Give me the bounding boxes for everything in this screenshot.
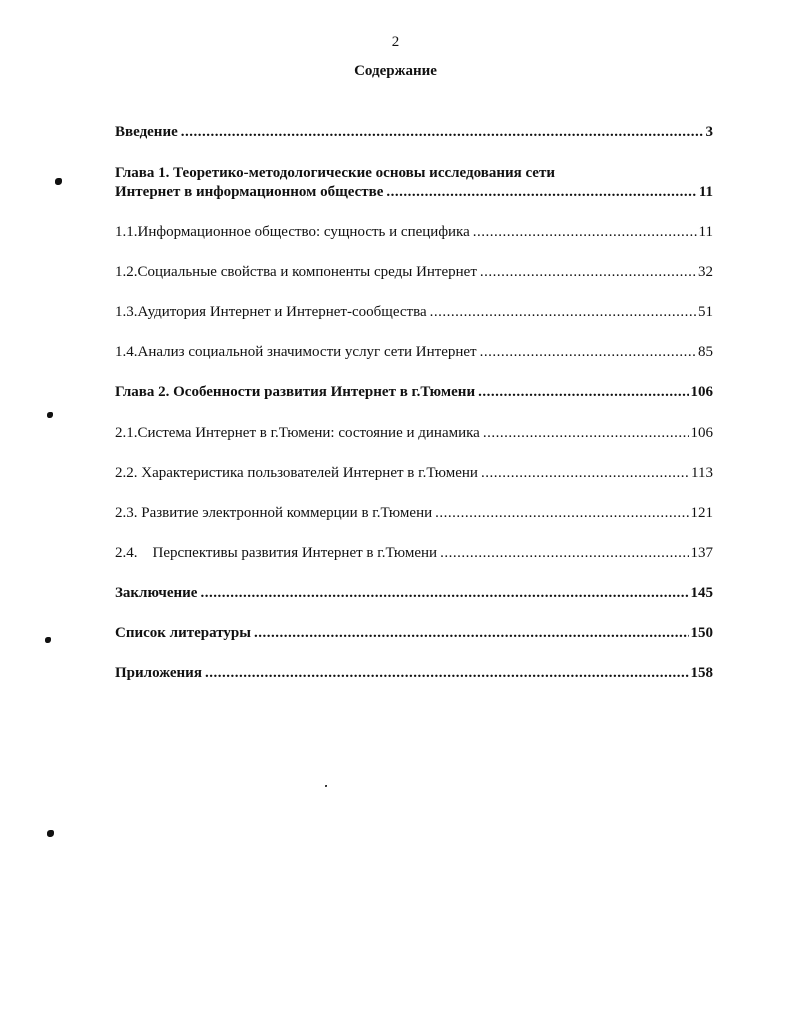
- toc-label: Глава 2. Особенности развития Интернет в г.Тюмени: [115, 384, 476, 400]
- toc-entry-appendices: [115, 663, 713, 683]
- scan-speck: [45, 637, 51, 643]
- toc-entry-conclusion: [115, 583, 713, 603]
- toc-page: 106: [690, 425, 713, 441]
- toc-entry-1-2: [115, 262, 713, 282]
- toc-entry-intro: [115, 122, 713, 142]
- toc-page: 158: [690, 665, 713, 681]
- toc-label: 1.1.Информационное общество: сущность и специфика: [115, 224, 470, 240]
- toc-leader-dots: [483, 423, 689, 443]
- toc-entry-chapter1-line1: Глава 1. Теоретико-методологические основы исследования сети: [115, 165, 555, 181]
- toc-page: 11: [698, 184, 713, 200]
- toc-label: 2.4. Перспективы развития Интернет в г.Тюмени: [115, 545, 438, 561]
- toc-label: 2.2. Характеристика пользователей Интернет в г.Тюмени: [115, 465, 478, 481]
- toc-label: Список литературы: [115, 625, 251, 641]
- toc-leader-dots: [181, 122, 704, 142]
- toc-label: 2.1.Система Интернет в г.Тюмени: состояние и динамика: [115, 425, 480, 441]
- toc-leader-dots: [481, 463, 689, 483]
- toc-entry-2-2: [115, 463, 713, 483]
- toc-leader-dots: [473, 222, 697, 242]
- toc-leader-dots: [480, 342, 696, 362]
- toc-page: 3: [705, 124, 713, 140]
- toc-entry-2-1: [115, 423, 713, 443]
- toc-leader-dots: [200, 583, 688, 603]
- toc-page: 32: [698, 264, 713, 280]
- toc-page: 106: [690, 384, 713, 400]
- toc-entry-2-3: [115, 503, 713, 523]
- toc-entry-1-4: [115, 342, 713, 362]
- toc-page: 51: [698, 304, 713, 320]
- toc-leader-dots: [430, 302, 696, 322]
- toc-leader-dots: [480, 262, 696, 282]
- toc-label: 1.4.Анализ социальной значимости услуг сети Интернет: [115, 344, 477, 360]
- scan-speck: [55, 178, 62, 185]
- toc-label: Приложения: [115, 665, 202, 681]
- scan-speck: [47, 412, 53, 418]
- toc-entry-chapter1: [115, 182, 713, 202]
- scan-speck: [47, 830, 54, 837]
- toc-leader-dots: [386, 182, 696, 202]
- toc-label: 1.3.Аудитория Интернет и Интернет-сообщества: [115, 304, 427, 320]
- toc-entry-references: [115, 623, 713, 643]
- toc-label: 2.3. Развитие электронной коммерции в г.Тюмени: [115, 505, 433, 521]
- toc-page: 85: [698, 344, 713, 360]
- toc-page: 145: [690, 585, 713, 601]
- toc-label: Заключение: [115, 585, 198, 601]
- toc-label: Интернет в информационном обществе: [115, 184, 384, 200]
- page-title: Содержание: [354, 63, 437, 79]
- toc-label: 1.2.Социальные свойства и компоненты среды Интернет: [115, 264, 477, 280]
- toc-page: 113: [691, 465, 713, 481]
- toc-entry-chapter2: [115, 382, 713, 402]
- toc-page: 137: [690, 545, 713, 561]
- toc-leader-dots: [435, 503, 688, 523]
- toc-entry-1-3: [115, 302, 713, 322]
- scan-speck: [325, 785, 327, 787]
- toc-entry-1-1: [115, 222, 713, 242]
- toc-page: 150: [690, 625, 713, 641]
- page-number: 2: [391, 34, 400, 50]
- toc-page: 121: [690, 505, 713, 521]
- toc-entry-2-4: [115, 543, 713, 563]
- toc-leader-dots: [254, 623, 689, 643]
- toc-leader-dots: [478, 382, 688, 402]
- toc-leader-dots: [440, 543, 688, 563]
- toc-page: 11: [698, 224, 713, 240]
- toc-label: Введение: [115, 124, 178, 140]
- toc-leader-dots: [205, 663, 689, 683]
